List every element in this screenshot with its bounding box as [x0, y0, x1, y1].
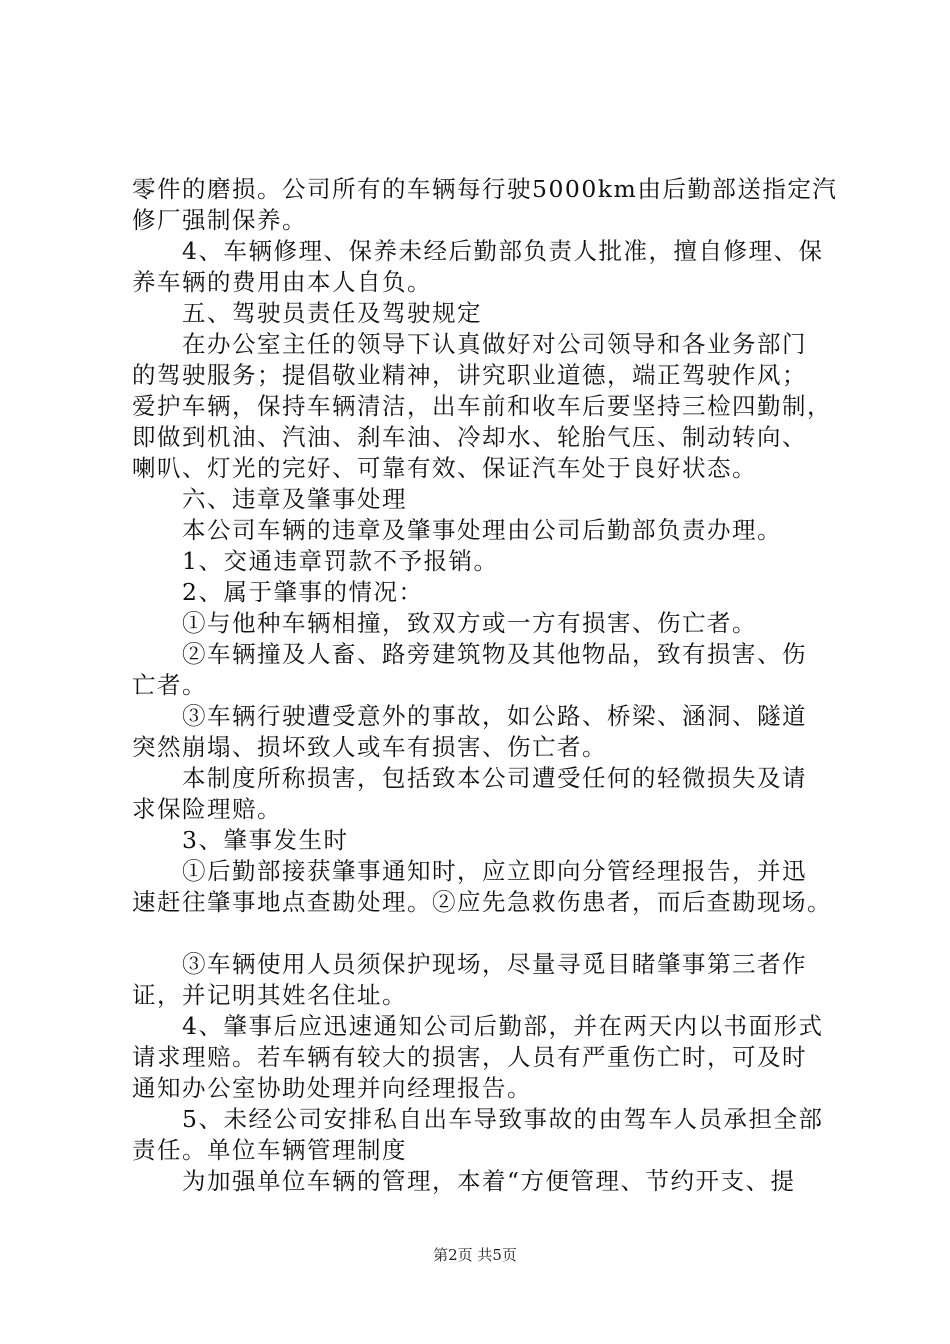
text-line: ③车辆使用人员须保护现场，尽量寻觅目睹肇事第三者作	[132, 950, 807, 978]
text-line: 4、车辆修理、保养未经后勤部负责人批准，擅自修理、保	[132, 237, 824, 265]
page-number-footer: 第2页 共5页	[433, 1246, 517, 1264]
section-heading: 五、驾驶员责任及驾驶规定	[132, 299, 482, 327]
text-line: 本公司车辆的违章及肇事处理由公司后勤部负责办理。	[132, 516, 782, 544]
text-line: 修厂强制保养。	[132, 206, 307, 234]
text-line: ①与他种车辆相撞，致双方或一方有损害、伤亡者。	[132, 609, 757, 637]
text-line: 5、未经公司安排私自出车导致事故的由驾车人员承担全部	[132, 1105, 824, 1133]
text-line: 的驾驶服务；提倡敬业精神，讲究职业道德，端正驾驶作风；	[132, 361, 807, 389]
text-line: 4、肇事后应迅速通知公司后勤部，并在两天内以书面形式	[132, 1012, 824, 1040]
text-line: 在办公室主任的领导下认真做好对公司领导和各业务部门	[132, 330, 807, 358]
text-line: 养车辆的费用由本人自负。	[132, 268, 432, 296]
text-line: 零件的磨损。公司所有的车辆每行驶5000km由后勤部送指定汽	[132, 175, 838, 203]
blank-line	[132, 918, 852, 949]
text-line: 通知办公室协助处理并向经理报告。	[132, 1074, 532, 1102]
text-line: 本制度所称损害，包括致本公司遭受任何的轻微损失及请	[132, 764, 807, 792]
text-line: 请求理赔。若车辆有较大的损害，人员有严重伤亡时，可及时	[132, 1043, 807, 1071]
section-heading: 六、违章及肇事处理	[132, 485, 407, 513]
text-line: 1、交通违章罚款不予报销。	[132, 547, 499, 575]
text-line: 2、属于肇事的情况：	[132, 578, 424, 606]
text-line: 突然崩塌、损坏致人或车有损害、伤亡者。	[132, 733, 607, 761]
text-line: 速赶往肇事地点查勘处理。②应先急救伤患者，而后查勘现场。	[132, 888, 832, 916]
text-line: 3、肇事发生时	[132, 826, 349, 854]
text-line: 爱护车辆，保持车辆清洁，出车前和收车后要坚持三检四勤制，	[132, 392, 832, 420]
text-line: 亡者。	[132, 671, 207, 699]
text-line: 为加强单位车辆的管理，本着“方便管理、节约开支、提	[132, 1167, 796, 1195]
text-line: 责任。单位车辆管理制度	[132, 1136, 407, 1164]
text-line: ①后勤部接获肇事通知时，应立即向分管经理报告，并迅	[132, 857, 807, 885]
text-line: 证，并记明其姓名住址。	[132, 981, 407, 1009]
text-line: ③车辆行驶遭受意外的事故，如公路、桥梁、涵洞、隧道	[132, 702, 807, 730]
document-body	[132, 174, 852, 1197]
text-line: 求保险理赔。	[132, 795, 282, 823]
text-line: ②车辆撞及人畜、路旁建筑物及其他物品，致有损害、伤	[132, 640, 807, 668]
text-line: 喇叭、灯光的完好、可靠有效、保证汽车处于良好状态。	[132, 454, 757, 482]
text-line: 即做到机油、汽油、刹车油、冷却水、轮胎气压、制动转向、	[132, 423, 807, 451]
